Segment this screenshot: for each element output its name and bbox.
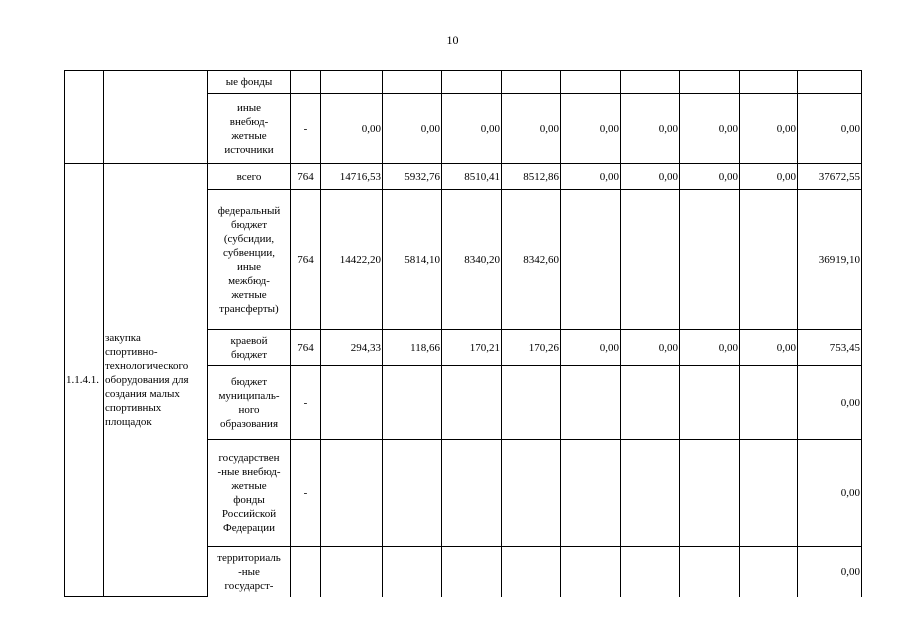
table-row [65, 164, 862, 190]
total-cell: 753,45 [798, 330, 862, 366]
funding-source-cell: территориаль -ные государст- [208, 547, 291, 597]
amount-cell-y2020: 118,66 [383, 330, 442, 366]
amount-cell-y2021: 0,00 [442, 94, 502, 164]
amount-cell-y2025: 0,00 [680, 94, 740, 164]
total-cell: 0,00 [798, 94, 862, 164]
amount-cell-y2023 [561, 366, 621, 440]
amount-cell-y2022 [502, 366, 561, 440]
amount-cell-y2022: 8512,86 [502, 164, 561, 190]
amount-cell-y2019 [321, 366, 383, 440]
grbs-code-cell [291, 547, 321, 597]
grbs-code-cell: - [291, 366, 321, 440]
amount-cell-y2025 [680, 366, 740, 440]
amount-cell-y2020 [383, 366, 442, 440]
amount-cell-y2025 [680, 547, 740, 597]
amount-cell-y2021 [442, 547, 502, 597]
amount-cell-y2024: 0,00 [621, 164, 680, 190]
amount-cell-y2023: 0,00 [561, 94, 621, 164]
funding-source-cell: бюджет муниципаль- ного образования [208, 366, 291, 440]
funding-source-cell: всего [208, 164, 291, 190]
amount-cell-y2019: 14422,20 [321, 190, 383, 330]
amount-cell-y2020 [383, 547, 442, 597]
amount-cell-y2025: 0,00 [680, 164, 740, 190]
table-row [65, 71, 862, 94]
total-cell: 36919,10 [798, 190, 862, 330]
amount-cell-y2023 [561, 190, 621, 330]
amount-cell-y2019: 0,00 [321, 94, 383, 164]
amount-cell-y2026 [740, 547, 798, 597]
amount-cell-y2025 [680, 71, 740, 94]
amount-cell-y2026 [740, 71, 798, 94]
budget-table [64, 70, 862, 597]
funding-source-cell: федеральный бюджет (субсидии, субвенции, иные межбюд- жетные трансферты) [208, 190, 291, 330]
amount-cell-y2019: 294,33 [321, 330, 383, 366]
amount-cell-y2024: 0,00 [621, 330, 680, 366]
amount-cell-y2026: 0,00 [740, 164, 798, 190]
amount-cell-y2024 [621, 440, 680, 547]
amount-cell-y2020: 5932,76 [383, 164, 442, 190]
grbs-code-cell: - [291, 94, 321, 164]
amount-cell-y2026 [740, 440, 798, 547]
amount-cell-y2026: 0,00 [740, 330, 798, 366]
amount-cell-y2025 [680, 440, 740, 547]
amount-cell-y2024 [621, 71, 680, 94]
amount-cell-y2023 [561, 547, 621, 597]
amount-cell-y2019: 14716,53 [321, 164, 383, 190]
amount-cell-y2020 [383, 440, 442, 547]
funding-source-cell: ые фонды [208, 71, 291, 94]
funding-source-cell: краевой бюджет [208, 330, 291, 366]
amount-cell-y2021: 8340,20 [442, 190, 502, 330]
amount-cell-y2023: 0,00 [561, 330, 621, 366]
amount-cell-y2022: 8342,60 [502, 190, 561, 330]
total-cell: 0,00 [798, 366, 862, 440]
grbs-code-cell: 764 [291, 164, 321, 190]
amount-cell-y2026 [740, 190, 798, 330]
amount-cell-y2022 [502, 440, 561, 547]
amount-cell-y2022: 170,26 [502, 330, 561, 366]
amount-cell-y2019 [321, 547, 383, 597]
funding-source-cell: иные внебюд- жетные источники [208, 94, 291, 164]
grbs-code-cell [291, 71, 321, 94]
grbs-code-cell: 764 [291, 190, 321, 330]
item-name-cell-continued [104, 71, 208, 164]
amount-cell-y2023 [561, 440, 621, 547]
amount-cell-y2026 [740, 366, 798, 440]
amount-cell-y2024 [621, 547, 680, 597]
amount-cell-y2021 [442, 71, 502, 94]
amount-cell-y2024 [621, 190, 680, 330]
total-cell [798, 71, 862, 94]
amount-cell-y2019 [321, 71, 383, 94]
amount-cell-y2022 [502, 71, 561, 94]
amount-cell-y2024: 0,00 [621, 94, 680, 164]
amount-cell-y2022 [502, 547, 561, 597]
amount-cell-y2020 [383, 71, 442, 94]
amount-cell-y2026: 0,00 [740, 94, 798, 164]
amount-cell-y2021: 170,21 [442, 330, 502, 366]
amount-cell-y2021 [442, 440, 502, 547]
funding-source-cell: государствен -ные внебюд- жетные фонды Российской Федерации [208, 440, 291, 547]
amount-cell-y2020: 0,00 [383, 94, 442, 164]
total-cell: 0,00 [798, 547, 862, 597]
total-cell: 0,00 [798, 440, 862, 547]
amount-cell-y2025 [680, 190, 740, 330]
total-cell: 37672,55 [798, 164, 862, 190]
amount-cell-y2024 [621, 366, 680, 440]
amount-cell-y2022: 0,00 [502, 94, 561, 164]
grbs-code-cell: - [291, 440, 321, 547]
amount-cell-y2021: 8510,41 [442, 164, 502, 190]
page-number: 10 [446, 33, 459, 47]
item-code-cell: 1.1.4.1. [65, 164, 104, 597]
amount-cell-y2023: 0,00 [561, 164, 621, 190]
amount-cell-y2025: 0,00 [680, 330, 740, 366]
item-code-cell-continued [65, 71, 104, 164]
amount-cell-y2021 [442, 366, 502, 440]
amount-cell-y2020: 5814,10 [383, 190, 442, 330]
item-name-cell: закупка спортивно- технологического оборудования для создания малых спортивных площадок [104, 164, 208, 597]
amount-cell-y2019 [321, 440, 383, 547]
grbs-code-cell: 764 [291, 330, 321, 366]
amount-cell-y2023 [561, 71, 621, 94]
